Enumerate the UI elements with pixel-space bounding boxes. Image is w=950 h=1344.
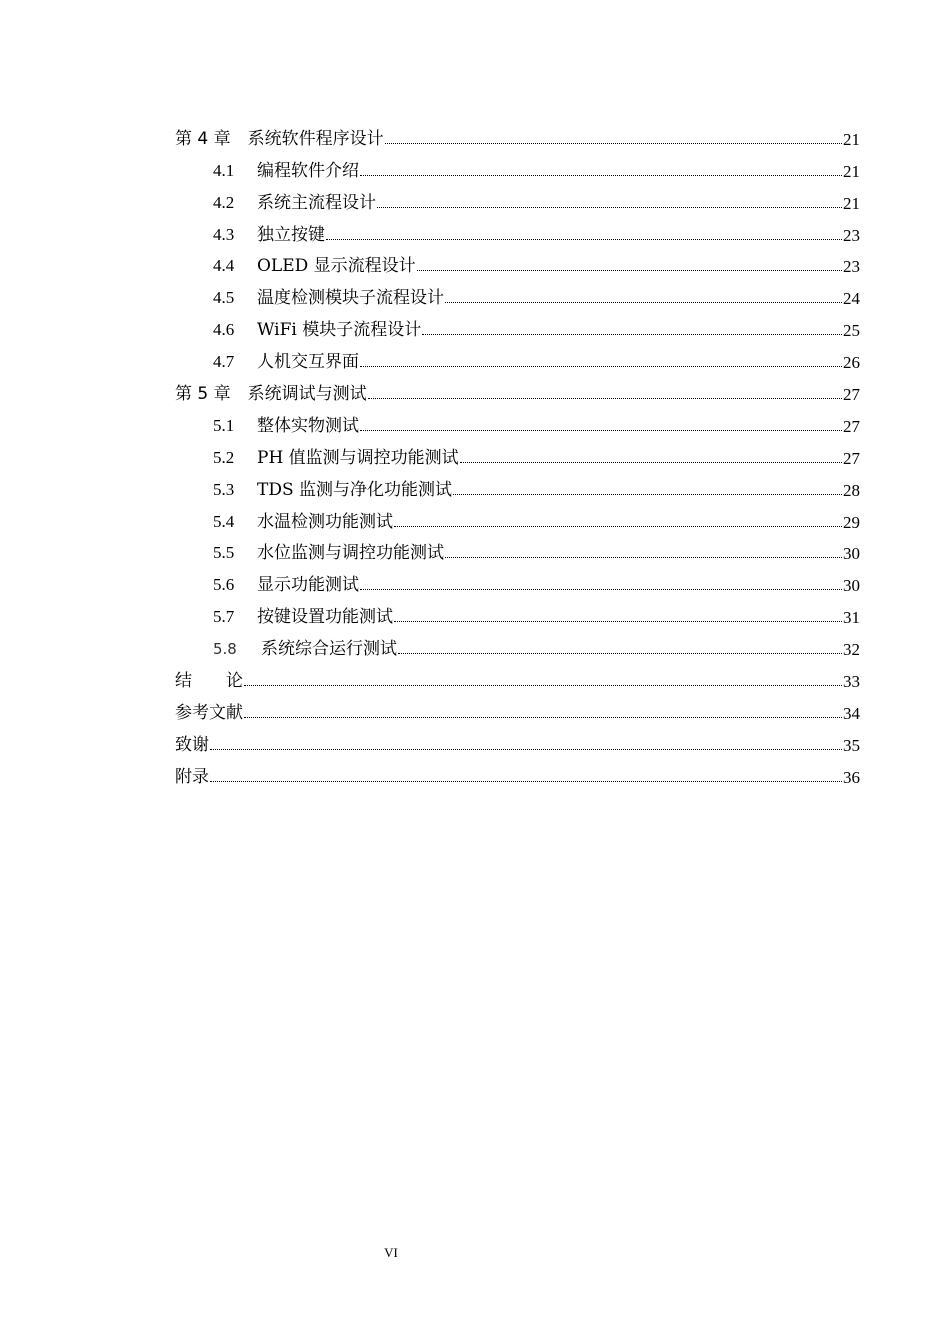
toc-entry-title: 系统综合运行测试 [261, 639, 397, 660]
toc-entry-label [213, 162, 359, 180]
dot-leader [385, 143, 842, 144]
toc-entry[interactable] [175, 594, 860, 626]
toc-entry-label [213, 481, 452, 499]
toc-entry-page: 29 [843, 512, 860, 532]
toc-entry-label [213, 353, 359, 371]
dot-leader [445, 302, 842, 303]
dot-leader [417, 270, 842, 271]
toc-entry-label [213, 321, 421, 339]
toc-entry-label [213, 257, 416, 275]
toc-entry-title: TDS 监测与净化功能测试 [257, 479, 453, 500]
toc-entry-label [175, 673, 243, 690]
toc-entry-page: 30 [843, 576, 860, 596]
toc-entry-page: 21 [843, 193, 860, 213]
toc-entry-title: OLED 显示流程设计 [257, 256, 416, 277]
toc-entry-label [213, 449, 459, 467]
toc-entry-label [213, 576, 359, 594]
dot-leader [326, 239, 842, 240]
toc-entry-label [213, 226, 325, 244]
toc-entry-number: 第 4 章 [175, 128, 231, 149]
toc-entry-title: 显示功能测试 [257, 575, 359, 596]
toc-entry-title: 编程软件介绍 [257, 160, 359, 181]
toc-entry-page: 21 [843, 161, 860, 181]
toc-entry[interactable] [175, 116, 860, 148]
toc-entry[interactable] [175, 212, 860, 244]
toc-entry-title: 结 论 [175, 671, 243, 692]
toc-entry-title: 独立按键 [257, 224, 325, 245]
dot-leader [422, 334, 842, 335]
toc-entry-number: 4.1 [213, 160, 235, 180]
toc-entry-number: 5.2 [213, 447, 235, 467]
toc-entry[interactable] [175, 499, 860, 531]
toc-entry[interactable] [175, 180, 860, 212]
toc-entry-number: 4.7 [213, 352, 235, 372]
toc-entry-number: 4.2 [213, 192, 235, 212]
toc-entry-title: 致谢 [175, 734, 209, 755]
toc-entry-label [175, 702, 243, 723]
toc-entry[interactable] [175, 722, 860, 754]
toc-entry[interactable] [175, 626, 860, 658]
toc-entry[interactable] [175, 435, 860, 467]
toc-entry-title: 系统软件程序设计 [247, 128, 384, 149]
toc-entry[interactable] [175, 531, 860, 563]
toc-entry-page: 36 [843, 767, 860, 787]
toc-entry-label [213, 289, 444, 307]
dot-leader [460, 462, 842, 463]
toc-entry-title: 整体实物测试 [257, 415, 359, 436]
toc-entry-number: 5.8 [213, 640, 237, 659]
toc-entry[interactable] [175, 562, 860, 594]
toc-entry-number: 5.3 [213, 479, 235, 499]
dot-leader [360, 430, 842, 431]
toc-entry[interactable] [175, 467, 860, 499]
toc-entry[interactable] [175, 658, 860, 690]
toc-entry-title: 水位监测与调控功能测试 [257, 543, 444, 564]
toc-entry-page: 25 [843, 321, 860, 341]
toc-entry[interactable] [175, 244, 860, 276]
dot-leader [244, 717, 842, 718]
dot-leader [445, 557, 842, 558]
toc-entry-title: 附录 [175, 766, 209, 787]
toc-entry-label [175, 386, 367, 403]
toc-entry-label [213, 641, 397, 658]
toc-entry-label [213, 608, 393, 626]
toc-entry-title: PH 值监测与调控功能测试 [257, 447, 459, 468]
toc-entry-label [175, 128, 384, 149]
toc-entry-number: 5.1 [213, 415, 235, 435]
dot-leader [394, 526, 842, 527]
dot-leader [360, 589, 842, 590]
toc-entry-page: 27 [843, 448, 860, 468]
toc-entry[interactable] [175, 307, 860, 339]
toc-entry[interactable] [175, 403, 860, 435]
page-footer-number: VI [384, 1245, 398, 1260]
toc-entry-page: 23 [843, 225, 860, 245]
toc-entry[interactable] [175, 148, 860, 180]
toc-entry-number: 4.5 [213, 288, 235, 308]
toc-entry-title: 人机交互界面 [257, 352, 359, 373]
toc-entry-page: 24 [843, 289, 860, 309]
toc-entry-page: 21 [843, 129, 860, 149]
toc-entry-label [213, 194, 376, 212]
toc-entry-label [213, 544, 444, 562]
toc-entry-page: 27 [843, 416, 860, 436]
dot-leader [453, 494, 842, 495]
toc-entry-page: 32 [843, 640, 860, 660]
toc-entry-number: 5.4 [213, 511, 235, 531]
toc-entry[interactable] [175, 690, 860, 722]
toc-entry-page: 28 [843, 480, 860, 500]
toc-entry-title: 水温检测功能测试 [257, 511, 393, 532]
toc-entry[interactable] [175, 371, 860, 403]
dot-leader [210, 781, 842, 782]
table-of-contents [175, 116, 860, 786]
toc-entry-title: 按键设置功能测试 [257, 607, 393, 628]
dot-leader [244, 685, 842, 686]
dot-leader [360, 366, 842, 367]
toc-entry-page: 26 [843, 353, 860, 373]
toc-entry-page: 35 [843, 735, 860, 755]
toc-entry-label [175, 766, 209, 787]
toc-entry-number: 5.7 [213, 607, 235, 627]
toc-entry-title: WiFi 模块子流程设计 [257, 320, 422, 341]
dot-leader [360, 175, 842, 176]
toc-entry[interactable] [175, 754, 860, 786]
toc-entry-number: 4.6 [213, 320, 235, 340]
dot-leader [210, 749, 842, 750]
dot-leader [377, 207, 842, 208]
toc-entry-page: 34 [843, 703, 860, 723]
toc-entry-number: 4.4 [213, 256, 235, 276]
toc-entry-number: 第 5 章 [175, 384, 231, 405]
toc-entry-page: 23 [843, 257, 860, 277]
dot-leader [368, 398, 842, 399]
toc-entry-page: 31 [843, 608, 860, 628]
toc-entry-title: 系统调试与测试 [247, 384, 367, 405]
toc-entry-title: 参考文献 [175, 702, 243, 723]
toc-entry-page: 27 [843, 385, 860, 405]
toc-entry-label [213, 417, 359, 435]
dot-leader [394, 621, 842, 622]
toc-entry-label [213, 513, 393, 531]
toc-entry-number: 5.6 [213, 575, 235, 595]
toc-entry[interactable] [175, 339, 860, 371]
toc-entry-number: 4.3 [213, 224, 235, 244]
toc-entry[interactable] [175, 275, 860, 307]
toc-entry-label [175, 734, 209, 755]
toc-entry-page: 30 [843, 544, 860, 564]
toc-entry-page: 33 [843, 672, 860, 692]
toc-entry-title: 温度检测模块子流程设计 [257, 288, 444, 309]
toc-entry-title: 系统主流程设计 [257, 192, 376, 213]
toc-entry-number: 5.5 [213, 543, 235, 563]
dot-leader [398, 653, 842, 654]
